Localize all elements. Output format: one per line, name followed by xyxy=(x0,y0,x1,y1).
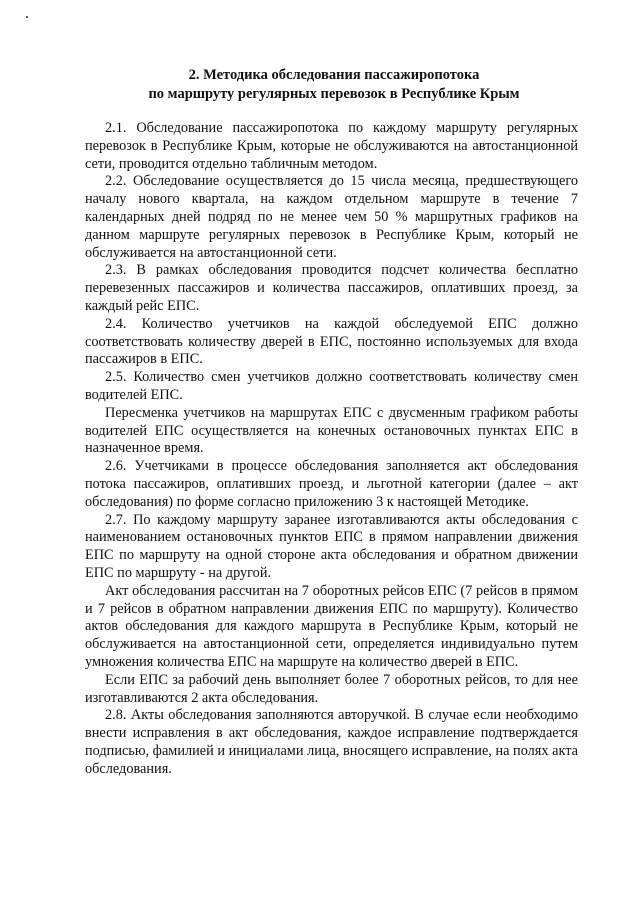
paragraph-2-5: 2.5. Количество смен учетчиков должно соответствовать количеству смен водителей ЕПС. xyxy=(85,369,578,403)
section-heading-line-2: по маршруту регулярных перевозок в Республике Крым xyxy=(148,86,520,102)
document-body xyxy=(85,120,578,778)
paragraph-2-2: 2.2. Обследование осуществляется до 15 числа месяца, предшествующего началу нового квартала, на каждом отдельном маршруте в течение 7 календарных дней подряд по не менее чем 50 % маршрутных графиков на данном маршруте регулярных перевозок в Республике Крым, который не обслуживается на автостанционной сети. xyxy=(85,173,578,261)
paragraph-two-acts: Если ЕПС за рабочий день выполняет более 7 оборотных рейсов, то для нее изготавливаются 2 акта обследования. xyxy=(85,671,578,706)
paragraph-2-3: 2.3. В рамках обследования проводится подсчет количества бесплатно перевезенных пассажиров и количества пассажиров, оплативших проезд, за каждый рейс ЕПС. xyxy=(85,262,578,314)
scan-speck xyxy=(26,16,28,18)
paragraph-2-4: 2.4. Количество учетчиков на каждой обследуемой ЕПС должно соответствовать количеству дверей в ЕПС, постоянно используемых для входа пассажиров в ЕПС. xyxy=(85,315,578,368)
paragraph-act-calculation: Акт обследования рассчитан на 7 оборотных рейсов ЕПС (7 рейсов в прямом и 7 рейсов в обратном направлении движения ЕПС по маршруту). Количество актов обследования для каждого маршрута в Республике Крым, который не обслуживается на автостанционной сети, определяется индивидуально путем умножения количества ЕПС на маршруте на количество дверей в ЕПС. xyxy=(85,582,578,670)
section-heading-line-1: 2. Методика обследования пассажиропотока xyxy=(188,67,480,83)
paragraph-shift-change: Пересменка учетчиков на маршрутах ЕПС с двусменным графиком работы водителей ЕПС осуществляется на конечных остановочных пунктах ЕПС в назначенное время. xyxy=(85,404,578,457)
paragraph-2-7: 2.7. По каждому маршруту заранее изготавливаются акты обследования с наименованием остановочных пунктов ЕПС в прямом направлении движения ЕПС по маршруту на одной стороне акта обследования и обратном движении ЕПС по маршруту - на другой. xyxy=(85,511,578,581)
section-heading xyxy=(0,66,640,104)
paragraph-2-1: 2.1. Обследование пассажиропотока по каждому маршруту регулярных перевозок в Республике Крым, которые не обслуживаются на автостанционной сети, проводится отдельно табличным методом. xyxy=(85,120,578,172)
paragraph-2-8: 2.8. Акты обследования заполняются авторучкой. В случае если необходимо внести исправления в акт обследования, каждое исправление подтверждается подписью, фамилией и инициалами лица, вносящего исправление, на полях акта обследования. xyxy=(85,707,578,777)
paragraph-2-6: 2.6. Учетчиками в процессе обследования заполняется акт обследования потока пассажиров, оплативших проезд, и льготной категории (далее – акт обследования) по форме согласно приложению 3 к настоящей Методике. xyxy=(85,458,578,510)
